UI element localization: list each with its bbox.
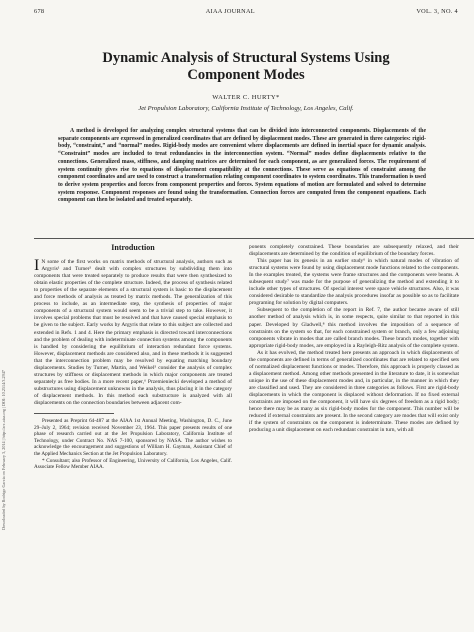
page-number: 678 bbox=[34, 8, 45, 15]
right-paragraph-3: Subsequent to the completion of the report in Ref. 7, the author became aware of still another method of analysis which is, in some respects, quite similar to that reported in this paper. Developed by Gladwell,⁸ this method involves the imposition of a sequence of constraints on the system so that, for each constrained system or branch, only a few adjoining components vibrate in modes that are called branch modes. These branch modes, together with appropriate rigid-body modes, are employed in a Rayleigh-Ritz analysis of the complete system. bbox=[249, 307, 459, 349]
footnote-presentation: Presented as Preprint 64-487 at the AIAA 1st Annual Meeting, Washington, D. C., June 29–July 2, 1964; revision received November 23, 1964. This paper presents results of one phase of research carried out at the Jet Propulsion Laboratory, California Institute of Technology, under Contract No. NAS 7-100, sponsored by NASA. The author wishes to acknowledge the encouragement and suggestions of William H. Gayman, Assistant Chief of the Applied Mechanics Section at the Jet Propulsion Laboratory. bbox=[34, 418, 232, 457]
left-column bbox=[34, 244, 232, 471]
download-watermark bbox=[1, 110, 9, 530]
right-column bbox=[249, 244, 459, 434]
paper-title bbox=[34, 50, 458, 84]
download-watermark-text: Downloaded by Rodrigo Garcia on February 3, 2014 | http://arc.aiaa.org | DOI: 10.2514/3.2947 bbox=[1, 370, 6, 530]
volume-issue: VOL. 3, NO. 4 bbox=[416, 8, 458, 15]
right-paragraph-1: ponents completely constrained. These boundaries are subsequently relaxed, and their displacements are determined by the condition of equilibrium of the boundary forces. bbox=[249, 244, 459, 258]
author-name: WALTER C. HURTY* bbox=[212, 94, 280, 101]
drop-cap: I bbox=[34, 257, 40, 275]
journal-name: AIAA JOURNAL bbox=[205, 8, 255, 15]
intro-paragraph-1-text: N some of the first works on matrix methods of structural analysis, authors such as Argyris¹ and Turner² dealt with complex structures by subdividing them into components that were treated separately to produce results that were then synthesized to obtain elastic properties of the complete structure. Indeed, the process of synthesis related to properties of the separate elements of a structural system is basic to the displacement and force methods of analysis as treated by matrix methods. The generalization of this process to include, as an intermediate step, the synthesis of properties of major components of a structural system would seem to be a trivial step to take. However, it involves special problems that must be resolved and that have caused special emphasis to be given to the subject. Early works by Argyris that relate to this subject are collected and extended in Refs. 1 and 4. Here the primary emphasis is directed toward interconnections and the problem of dealing with indeterminate connection systems among the components is handled by considering the equilibrium of interaction redundant force systems. However, displacement methods are considered also, and in these methods it is suggested that the interconnection problem may be resolved by equating matching boundary displacements. Studies by Turner, Martin, and Weikel⁵ consider the analysis of complex structures by stiffness or displacement methods in which major components are treated separately as free bodies. In a more recent paper,⁶ Przemieniecki developed a method of substructures using displacement unknowns in the analysis, thus placing it in the category of displacement methods. In this method each substructure is analyzed with all displacements on the connection boundaries between adjacent com- bbox=[34, 259, 232, 406]
section-heading-introduction: Introduction bbox=[111, 243, 155, 252]
abstract-divider bbox=[34, 238, 474, 239]
footnote-author: * Consultant; also Professor of Engineering, University of California, Los Angeles, Calif. Associate Fellow Member AIAA. bbox=[34, 457, 232, 471]
paper-title-line-1: Dynamic Analysis of Structural Systems Using bbox=[102, 50, 390, 66]
right-paragraph-4: As it has evolved, the method treated here presents an approach in which displacements of the components are defined in terms of generalized coordinates that are related to specified sets of normalized displacement functions or modes. Therefore, this approach is properly classed as a displacement method. Among other methods presented in the literature to date, it is somewhat unique in the use of these displacement modes and, in particular, in the manner in which they are classified and used. They are considered in three categories as follows. First are rigid-body displacements in which the component is displaced without deformation. If no fixed external constraints are imposed on the component, it will have six degrees of freedom as a rigid body; hence there may be as many as six rigid-body modes for the component. This number will be reduced if external constraints are present. In the second category are modes that will exist only if the system of constraints on the component is indeterminate. These modes are defined by producing a unit displacement on each redundant constraint in turn, with all bbox=[249, 349, 459, 434]
author-affiliation: Jet Propulsion Laboratory, California Institute of Technology, Los Angeles, Calif. bbox=[138, 105, 354, 112]
abstract: A method is developed for analyzing complex structural systems that can be divided into interconnected components. Displacements of the separate components are expressed in generalized coordinates that are defined by displacement modes. These are generated in three categories: rigid-body, “constraint,” and “normal” modes. Rigid-body modes are convenient where displacements are defined in inertial space for dynamic analysis. “Constraint” modes are included to treat redundancies in the interconnection system. “Normal” modes define displacements relative to the connections. Generalized mass, stiffness, and damping matrices are determined for each component, as are generalized forces. The requirement of system continuity gives rise to equations of displacement compatibility at the connections. These serve as equations of constraint among the component coordinates and are used to construct a transformation relating component coordinates to system coordinates. This transformation is used to derive system properties and forces from component properties and forces. System equations of motion are formulated and solved to determine system response. Component responses are found using the transformation. Connection forces are computed from the component equations. Each component can then be isolated and treated separately. bbox=[58, 128, 426, 204]
running-head bbox=[34, 8, 458, 15]
intro-paragraph-1 bbox=[34, 259, 232, 407]
right-paragraph-2: This paper has its genesis in an earlier study⁶ in which natural modes of vibration of structural systems were found by using displacement mode functions related to the components. In the examples treated, the systems were frame structures and the components were beams. A subsequent study⁷ was made for the purpose of generalizing the method and extending it to include other types of structures. Of special interest were space vehicle structures. Also, it was considered desirable to standardize the analysis procedures insofar as possible so as to facilitate programing for solution by digital computers. bbox=[249, 258, 459, 307]
paper-title-line-2: Component Modes bbox=[187, 67, 305, 83]
footnote-divider bbox=[34, 413, 114, 414]
